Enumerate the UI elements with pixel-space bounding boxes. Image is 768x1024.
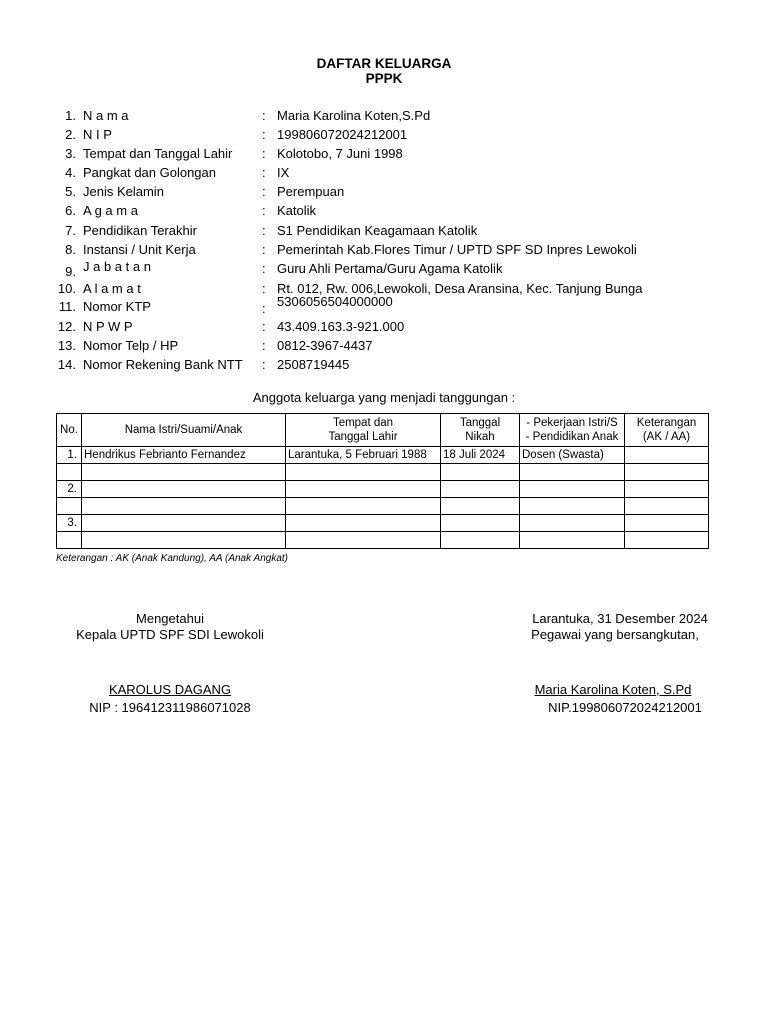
field-label: Pangkat dan Golongan [83, 165, 216, 180]
row-number: 10. [57, 281, 76, 296]
place-date: Larantuka, 31 Desember 2024 [532, 611, 708, 626]
field-value: Perempuan [277, 184, 345, 199]
field-label: A l a m a t [83, 281, 141, 296]
field-value: Rt. 012, Rw. 006,Lewokoli, Desa Aransina, Kec. Tanjung Bunga [277, 281, 643, 296]
cell-name [82, 532, 286, 549]
headmaster-name: KAROLUS DAGANG [108, 682, 232, 697]
field-value: Pemerintah Kab.Flores Timur / UPTD SPF SD Inpres Lewokoli [277, 242, 637, 257]
family-table [56, 413, 709, 549]
cell-name: Hendrikus Febrianto Fernandez [82, 447, 286, 464]
table-row [57, 447, 709, 464]
field-colon: : [262, 223, 266, 238]
header-note: Keterangan (AK / AA) [625, 414, 709, 447]
cell-job [520, 515, 625, 532]
field-colon: : [262, 184, 266, 199]
field-label: N a m a [83, 108, 129, 123]
table-row [57, 515, 709, 532]
biodata-row [0, 182, 768, 201]
header-marriage: Tanggal Nikah [441, 414, 520, 447]
field-value: Guru Ahli Pertama/Guru Agama Katolik [277, 261, 503, 276]
employee-title: Pegawai yang bersangkutan, [531, 627, 699, 642]
biodata-row [0, 201, 768, 220]
headmaster-nip: NIP : 196412311986071028 [89, 700, 251, 715]
row-number: 14. [57, 357, 76, 372]
field-colon: : [262, 261, 266, 276]
field-colon: : [262, 357, 266, 372]
table-header-row [57, 414, 709, 447]
table-footnote: Keterangan : AK (Anak Kandung), AA (Anak Angkat) [56, 553, 288, 564]
cell-marriage [441, 498, 520, 515]
header-birth: Tempat dan Tanggal Lahir [286, 414, 441, 447]
cell-name [82, 498, 286, 515]
biodata-row [0, 259, 768, 278]
field-label: N P W P [83, 319, 133, 334]
cell-job [520, 464, 625, 481]
row-number: 7. [65, 223, 76, 238]
field-colon: : [262, 146, 266, 161]
biodata-row [0, 317, 768, 336]
field-value: IX [277, 165, 290, 180]
cell-job [520, 481, 625, 498]
biodata-row [0, 221, 768, 240]
cell-note [625, 481, 709, 498]
field-colon: : [262, 203, 266, 218]
field-label: Nomor KTP [83, 299, 151, 314]
field-colon: : [262, 281, 266, 296]
field-colon: : [262, 242, 266, 257]
cell-birth [286, 532, 441, 549]
row-number: 3. [65, 146, 76, 161]
cell-marriage [441, 515, 520, 532]
field-value: Katolik [277, 203, 317, 218]
cell-no: 3. [57, 515, 82, 532]
field-value: 43.409.163.3-921.000 [277, 319, 405, 334]
field-value: 199806072024212001 [277, 127, 408, 142]
biodata-row [0, 294, 768, 316]
cell-job [520, 532, 625, 549]
cell-job: Dosen (Swasta) [520, 447, 625, 464]
biodata-row [0, 163, 768, 182]
field-value: 0812-3967-4437 [277, 338, 373, 353]
biodata-row [0, 125, 768, 144]
header-no: No. [57, 414, 82, 447]
field-value: S1 Pendidikan Keagamaan Katolik [277, 223, 478, 238]
field-colon: : [262, 319, 266, 334]
cell-note [625, 447, 709, 464]
field-colon: : [262, 301, 266, 316]
cell-marriage [441, 532, 520, 549]
cell-birth [286, 515, 441, 532]
cell-no [57, 532, 82, 549]
row-number: 8. [65, 242, 76, 257]
employee-name: Maria Karolina Koten, S.Pd [534, 682, 692, 697]
field-label: Nomor Rekening Bank NTT [83, 357, 243, 372]
field-label: A g a m a [83, 203, 138, 218]
field-label: Pendidikan Terakhir [83, 223, 197, 238]
cell-birth [286, 498, 441, 515]
field-colon: : [262, 338, 266, 353]
field-colon: : [262, 127, 266, 142]
cell-note [625, 464, 709, 481]
title-line-1: DAFTAR KELUARGA [316, 56, 452, 71]
cell-name [82, 481, 286, 498]
cell-note [625, 515, 709, 532]
cell-no [57, 498, 82, 515]
cell-name [82, 515, 286, 532]
field-colon: : [262, 165, 266, 180]
table-row [57, 498, 709, 515]
cell-no: 2. [57, 481, 82, 498]
biodata-row [0, 144, 768, 163]
cell-note [625, 498, 709, 515]
row-number: 4. [65, 165, 76, 180]
cell-birth [286, 481, 441, 498]
row-number: 12. [57, 319, 76, 334]
field-colon: : [262, 108, 266, 123]
cell-birth: Larantuka, 5 Februari 1988 [286, 447, 441, 464]
field-label: Jenis Kelamin [83, 184, 164, 199]
field-value: Maria Karolina Koten,S.Pd [277, 108, 431, 123]
row-number: 5. [65, 184, 76, 199]
family-caption: Anggota keluarga yang menjadi tanggungan : [252, 390, 516, 405]
field-value: 5306056504000000 [277, 294, 393, 309]
cell-marriage [441, 464, 520, 481]
employee-nip: NIP.199806072024212001 [548, 700, 702, 715]
header-job: - Pekerjaan Istri/S - Pendidikan Anak [520, 414, 625, 447]
cell-no: 1. [57, 447, 82, 464]
field-value: 2508719445 [277, 357, 350, 372]
biodata-row [0, 355, 768, 374]
table-row [57, 464, 709, 481]
row-number: 11. [58, 299, 76, 314]
cell-name [82, 464, 286, 481]
field-label: Tempat dan Tanggal Lahir [83, 146, 233, 161]
acknowledgement-label: Mengetahui [136, 611, 204, 626]
row-number: 13. [57, 338, 76, 353]
row-number: 9. [65, 264, 76, 279]
field-label: N I P [83, 127, 112, 142]
biodata-row [0, 336, 768, 355]
cell-marriage: 18 Juli 2024 [441, 447, 520, 464]
row-number: 2. [65, 127, 76, 142]
row-number: 1. [65, 108, 76, 123]
field-label: J a b a t a n [83, 259, 151, 274]
cell-no [57, 464, 82, 481]
cell-marriage [441, 481, 520, 498]
field-label: Instansi / Unit Kerja [83, 242, 196, 257]
title-line-2: PPPK [365, 71, 403, 86]
row-number: 6. [65, 203, 76, 218]
headmaster-title: Kepala UPTD SPF SDI Lewokoli [76, 627, 264, 642]
field-label: Nomor Telp / HP [83, 338, 179, 353]
header-name: Nama Istri/Suami/Anak [82, 414, 286, 447]
table-row [57, 481, 709, 498]
table-row [57, 532, 709, 549]
biodata-row [0, 106, 768, 125]
field-value: Kolotobo, 7 Juni 1998 [277, 146, 403, 161]
cell-note [625, 532, 709, 549]
cell-job [520, 498, 625, 515]
cell-birth [286, 464, 441, 481]
